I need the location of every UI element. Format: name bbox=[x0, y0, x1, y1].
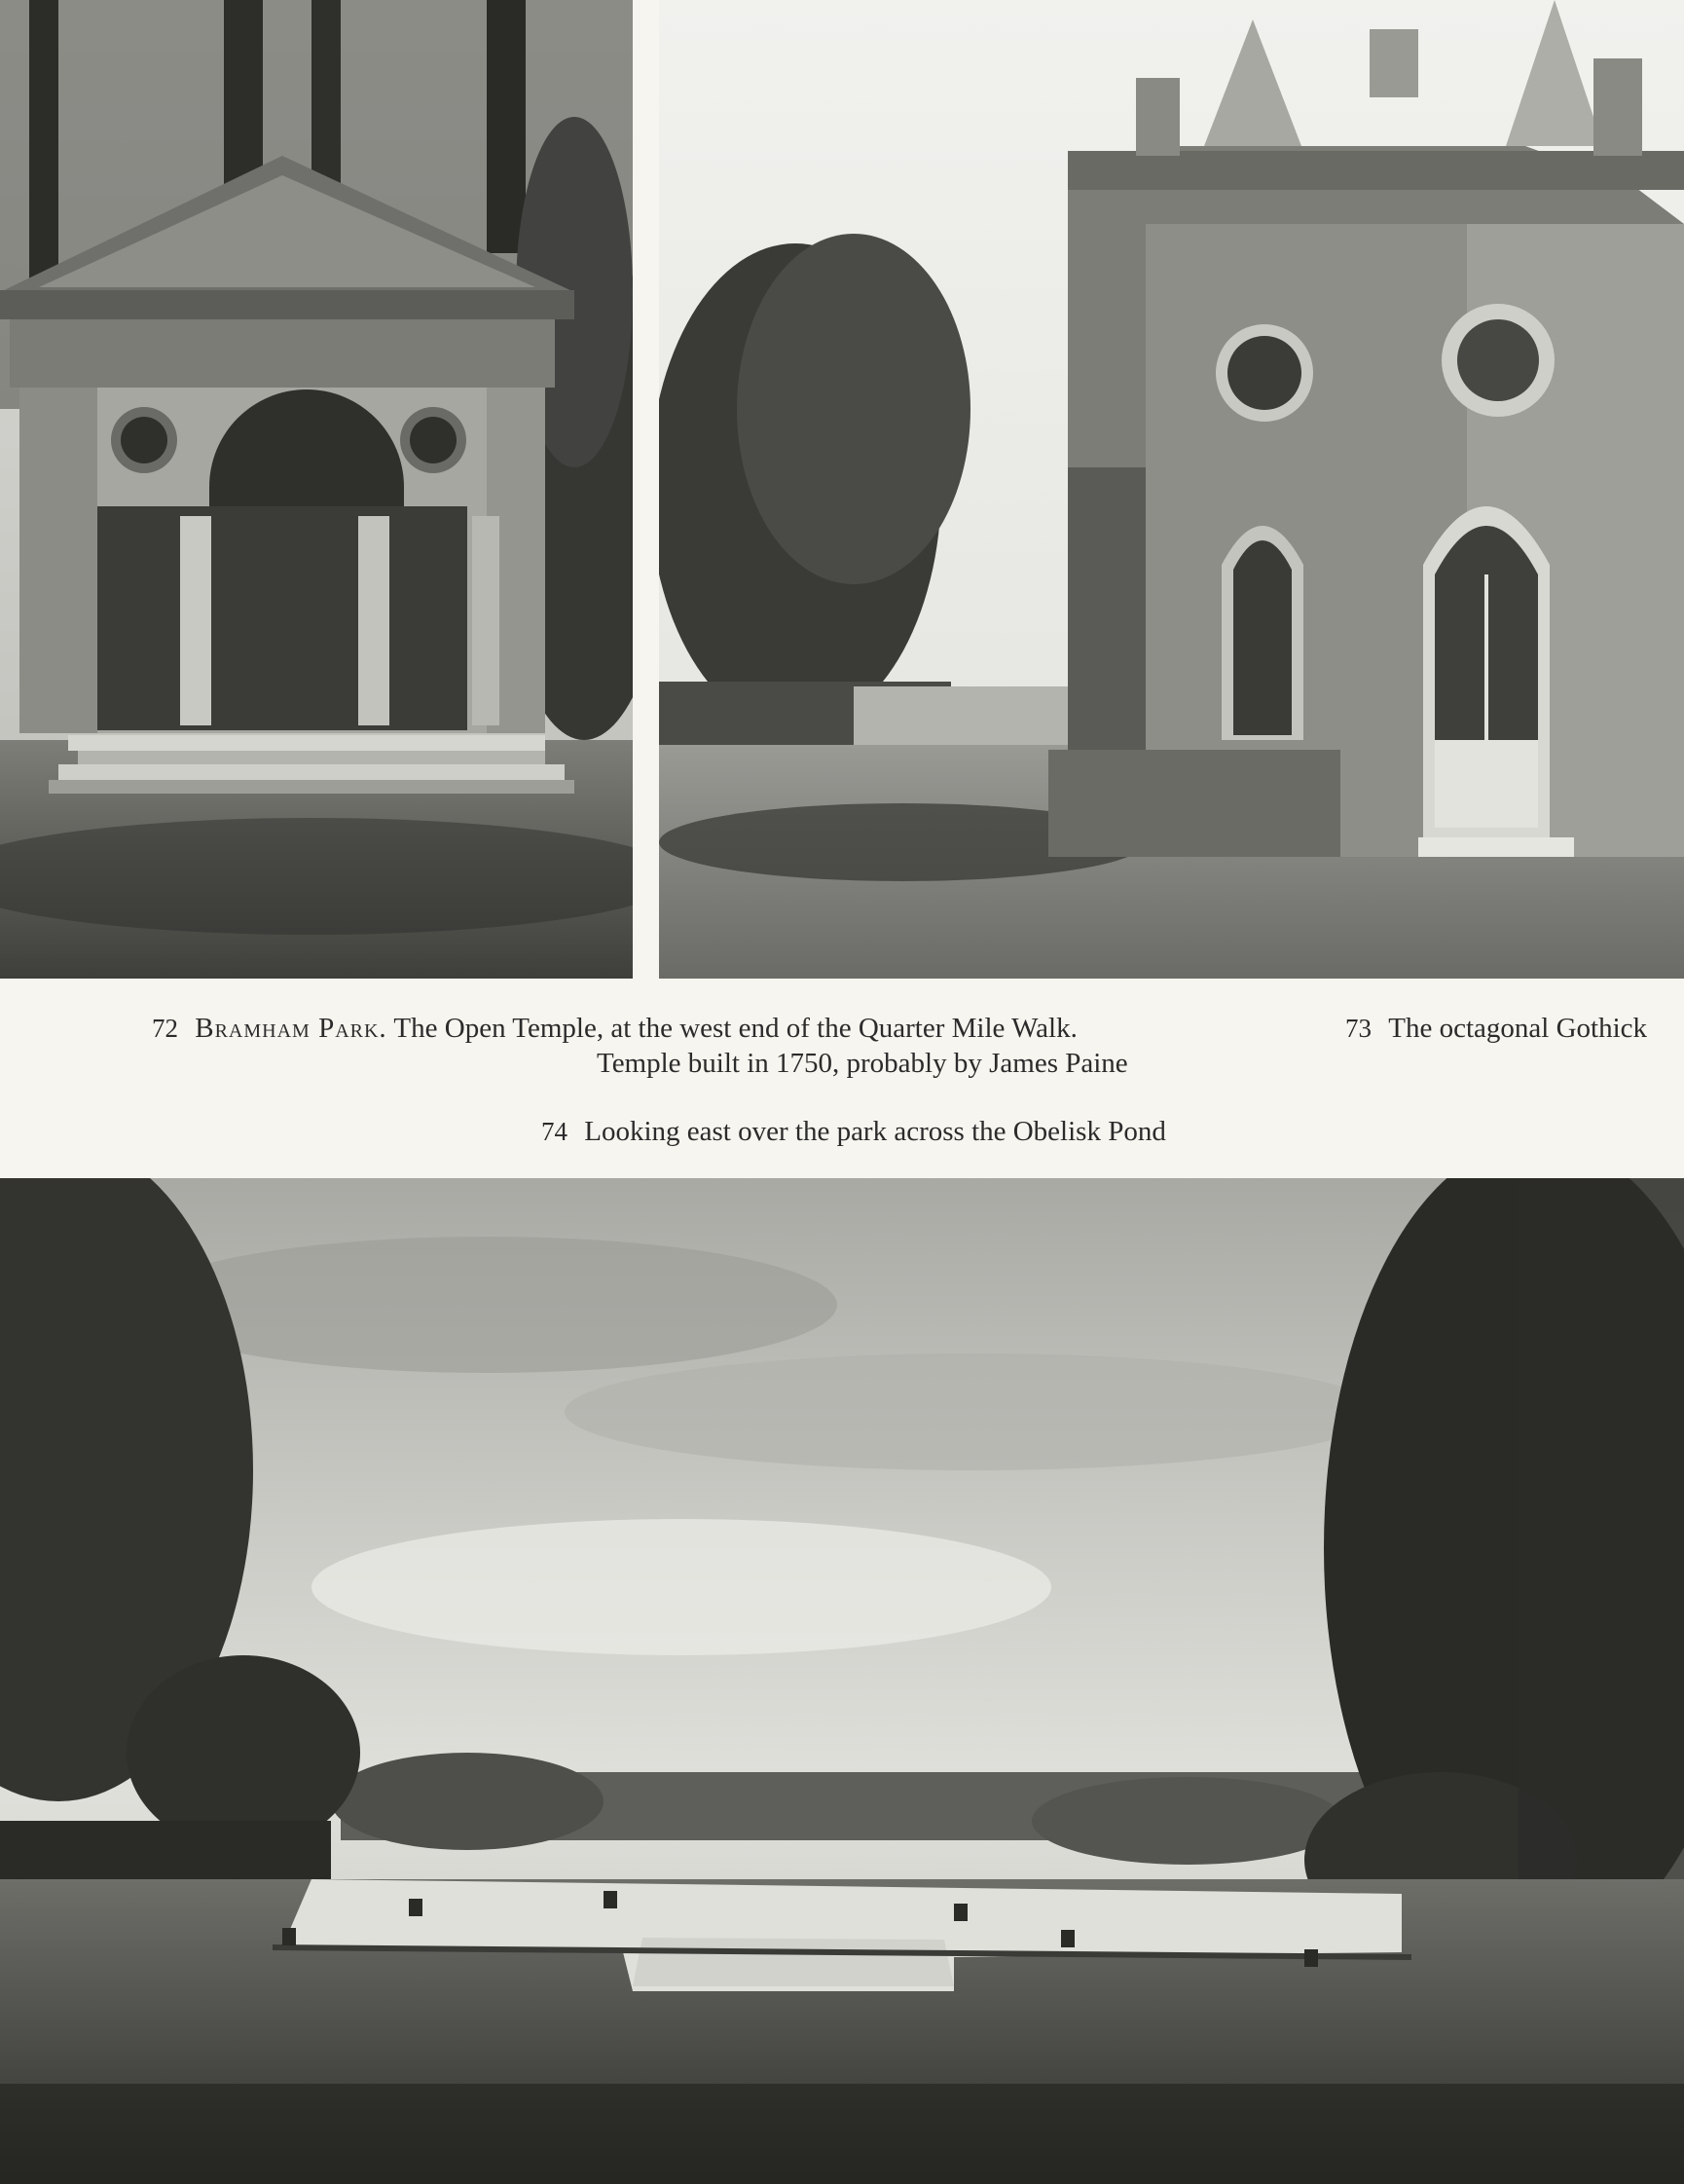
photo-obelisk-pond bbox=[0, 1178, 1684, 2184]
plate-72-caption-line1: The Open Temple, at the west end of the Quarter Mile Walk. bbox=[393, 1013, 1078, 1044]
photo-open-temple bbox=[0, 0, 633, 979]
caption-plate-72-line2 bbox=[597, 1046, 1128, 1081]
caption-plate-72 bbox=[152, 1011, 1078, 1046]
plate-72-caption-line2: Temple built in 1750, probably by James Paine bbox=[597, 1048, 1128, 1079]
plate-number-73: 73 bbox=[1345, 1014, 1372, 1043]
caption-plate-73 bbox=[1345, 1011, 1647, 1046]
plate-number-72: 72 bbox=[152, 1014, 178, 1043]
gothick-temple-illustration bbox=[659, 0, 1684, 979]
plate-number-74: 74 bbox=[541, 1117, 567, 1146]
plate-74-caption: Looking east over the park across the Obelisk Pond bbox=[584, 1116, 1166, 1147]
obelisk-pond-illustration bbox=[0, 1178, 1684, 2184]
photo-octagonal-gothick bbox=[659, 0, 1684, 979]
plate-73-caption: The octagonal Gothick bbox=[1388, 1013, 1647, 1044]
caption-plate-74 bbox=[541, 1114, 1166, 1149]
open-temple-illustration bbox=[0, 0, 633, 979]
plate-72-place: Bramham Park. bbox=[195, 1013, 387, 1044]
